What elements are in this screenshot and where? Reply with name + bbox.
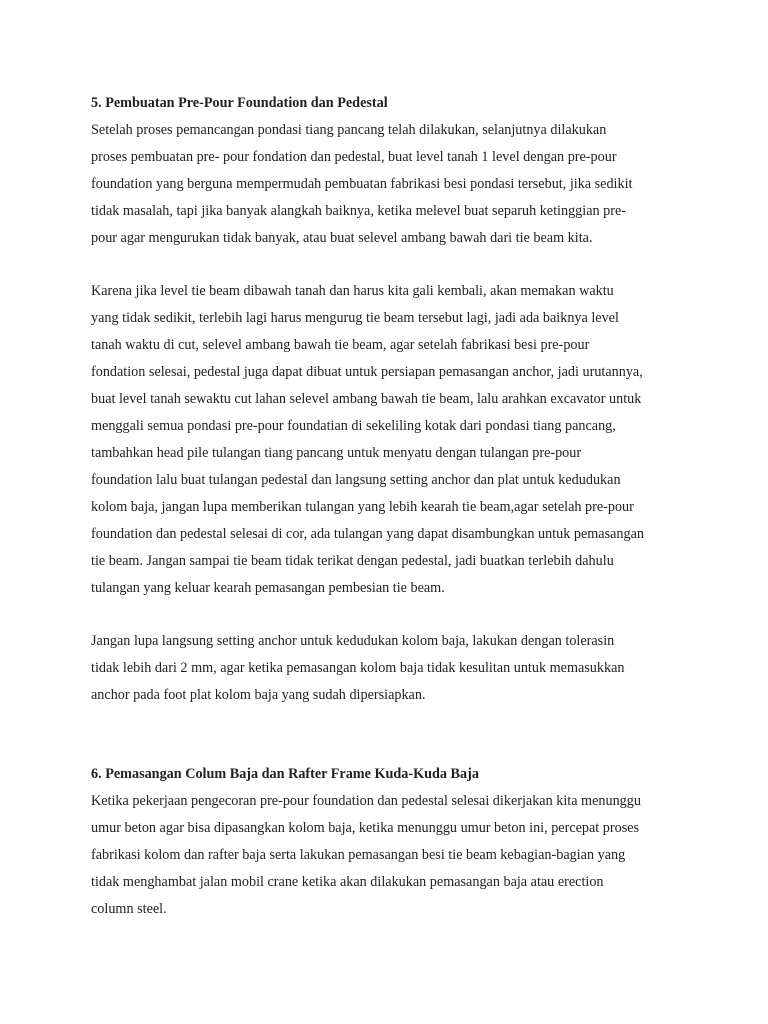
text-line: proses pembuatan pre- pour fondation dan pedestal, buat level tanah 1 level dengan pre-pour [91,149,617,165]
text-line: foundation yang berguna mempermudah pembuatan fabrikasi besi pondasi tersebut, jika sedikit [91,176,633,192]
text-line: tambahkan head pile tulangan tiang pancang untuk menyatu dengan tulangan pre-pour [91,445,582,461]
text-line: fondation selesai, pedestal juga dapat dibuat untuk persiapan pemasangan anchor, jadi urutannya, [91,364,643,380]
text-line: Jangan lupa langsung setting anchor untuk kedudukan kolom baja, lakukan dengan tolerasin [91,633,615,649]
text-line: tie beam. Jangan sampai tie beam tidak terikat dengan pedestal, jadi buatkan terlebih dahulu [91,553,614,569]
document-body [91,90,691,923]
text-line: Ketika pekerjaan pengecoran pre-pour foundation dan pedestal selesai dikerjakan kita menunggu [91,793,641,809]
text-line: foundation dan pedestal selesai di cor, ada tulangan yang dapat disambungkan untuk pemasangan [91,526,644,542]
section-6-heading: 6. Pemasangan Colum Baja dan Rafter Frame Kuda-Kuda Baja [91,766,479,782]
section-spacer [91,709,691,761]
text-line: umur beton agar bisa dipasangkan kolom baja, ketika menunggu umur beton ini, percepat proses [91,820,640,836]
text-line: foundation lalu buat tulangan pedestal dan langsung setting anchor dan plat untuk kedudukan [91,472,621,488]
text-line: yang tidak sedikit, terlebih lagi harus mengurug tie beam tersebut lagi, jadi ada baiknya level [91,310,619,326]
text-line: Karena jika level tie beam dibawah tanah dan harus kita gali kembali, akan memakan waktu [91,283,614,299]
section-5-paragraph-1 [91,117,691,252]
section-5-paragraph-2 [91,278,691,602]
text-line: kolom baja, jangan lupa memberikan tulangan yang lebih kearah tie beam,agar setelah pre-pour [91,499,634,515]
text-line: Setelah proses pemancangan pondasi tiang pancang telah dilakukan, selanjutnya dilakukan [91,122,607,138]
text-line: tanah waktu di cut, selevel ambang bawah tie beam, agar setelah fabrikasi besi pre-pour [91,337,590,353]
text-line: tulangan yang keluar kearah pemasangan pembesian tie beam. [91,580,445,596]
text-line: buat level tanah sewaktu cut lahan selevel ambang bawah tie beam, lalu arahkan excavator untuk [91,391,642,407]
text-line: fabrikasi kolom dan rafter baja serta lakukan pemasangan besi tie beam kebagian-bagian yang [91,847,626,863]
text-line: pour agar mengurukan tidak banyak, atau buat selevel ambang bawah dari tie beam kita. [91,230,593,246]
text-line: tidak menghambat jalan mobil crane ketika akan dilakukan pemasangan baja atau erection [91,874,604,890]
text-line: tidak masalah, tapi jika banyak alangkah baiknya, ketika melevel buat separuh ketinggian pre- [91,203,626,219]
text-line: column steel. [91,901,167,917]
paragraph-spacer [91,252,691,278]
text-line: tidak lebih dari 2 mm, agar ketika pemasangan kolom baja tidak kesulitan untuk memasukkan [91,660,625,676]
section-5-paragraph-3 [91,628,691,709]
paragraph-spacer [91,602,691,628]
section-5-heading: 5. Pembuatan Pre-Pour Foundation dan Pedestal [91,95,388,111]
section-6-paragraph-1 [91,788,691,923]
text-line: anchor pada foot plat kolom baja yang sudah dipersiapkan. [91,687,426,703]
text-line: menggali semua pondasi pre-pour foundatian di sekeliling kotak dari pondasi tiang pancang, [91,418,616,434]
